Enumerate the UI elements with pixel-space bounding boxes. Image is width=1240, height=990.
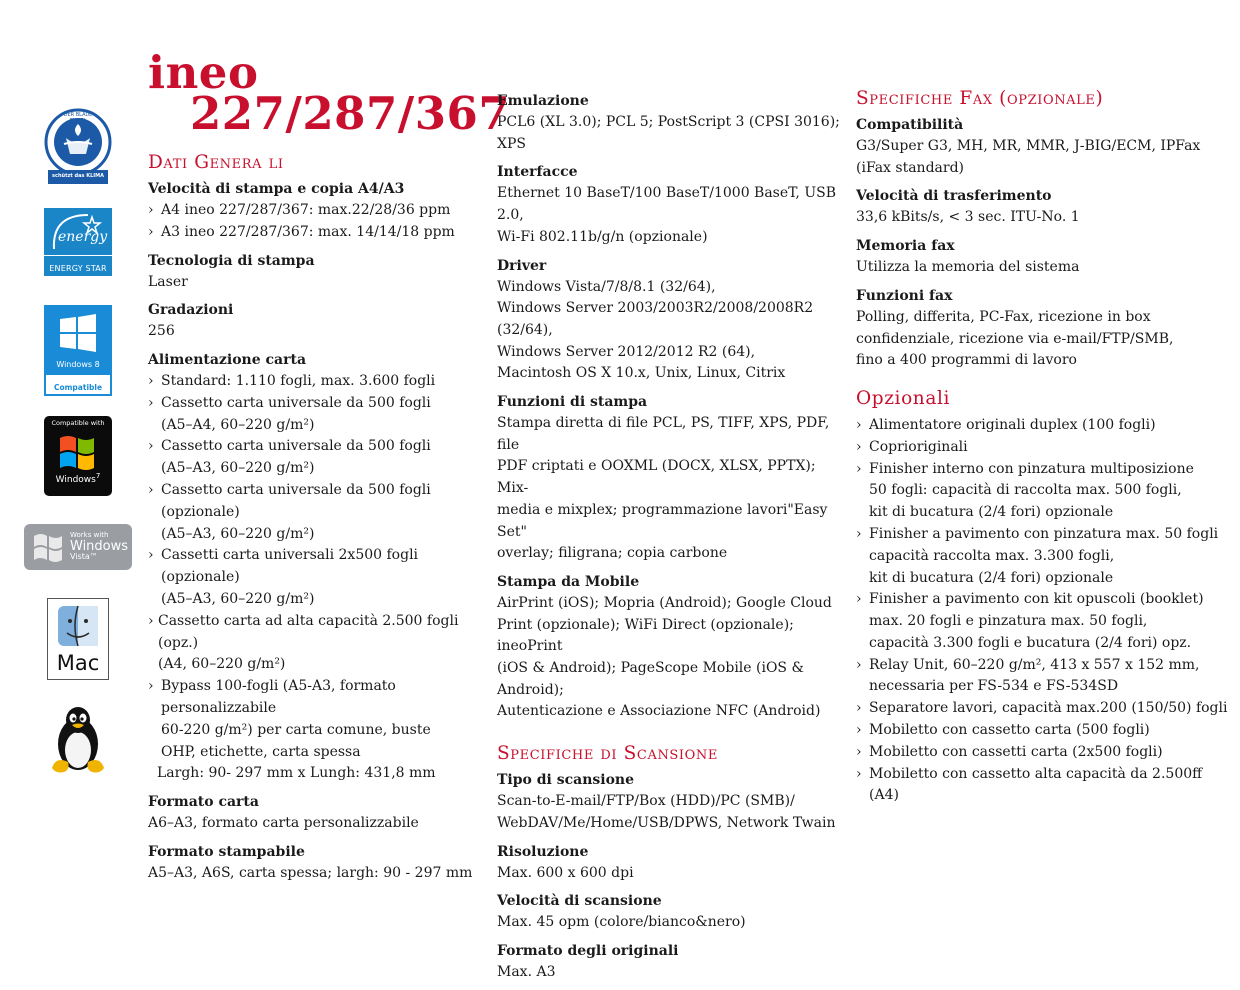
spec-value: Laser	[148, 273, 188, 290]
print-speed-block	[148, 178, 493, 244]
mac-label: Mac	[56, 651, 100, 675]
spec-label: Driver	[497, 257, 547, 274]
spec-label: Velocità di scansione	[497, 893, 662, 910]
energy-star-script: energy	[58, 229, 108, 245]
blue-angel-bottom-text: schützt das KLIMA	[52, 173, 104, 179]
blue-angel-top-text: DER BLAUE ENGEL	[63, 112, 93, 124]
spec-label: Velocità di stampa e copia A4/A3	[148, 181, 405, 197]
spec-value: Stampa diretta di file PCL, PS, TIFF, XPS, PDF, file PDF criptati e OOXML (DOCX, XLSX, PPTX); Mix- media e mixplex; programmazione lavori"Easy Set" overlay; filigrana; copia carbone	[497, 415, 830, 562]
controller-specs-column	[497, 90, 849, 990]
spec-label: Emulazione	[497, 93, 589, 109]
energy-star-label: ENERGY STAR	[49, 264, 107, 273]
windows7-compatible-text: Compatible with	[51, 419, 105, 427]
scan-specs-title: Specifiche di Scansione	[497, 743, 718, 765]
print-functions-block	[497, 391, 849, 565]
product-title	[148, 46, 511, 140]
spec-label: Alimentazione carta	[148, 352, 307, 368]
driver-block	[497, 255, 849, 386]
spec-value: Ethernet 10 BaseT/100 BaseT/1000 BaseT, USB 2.0, Wi-Fi 802.11b/g/n (opzionale)	[497, 185, 837, 245]
spec-value: Max. 600 x 600 dpi	[497, 864, 634, 881]
spec-value: PCL6 (XL 3.0); PCL 5; PostScript 3 (CPSI 3016); XPS	[497, 114, 840, 152]
works-with-vista-logo	[24, 524, 132, 570]
emulation-block	[497, 90, 849, 155]
fax-specs-title: Specifiche Fax (opzionale)	[856, 88, 1104, 109]
options-title: Opzionali	[856, 387, 950, 409]
resolution-block	[497, 841, 849, 885]
spec-label: Formato degli originali	[497, 942, 679, 959]
model-numbers: 227/287/367	[190, 87, 511, 140]
bypass-size-note: Largh: 90- 297 mm x Lungh: 431,8 mm	[157, 765, 436, 782]
list-item: › Finisher interno con pinzatura multiposizione 50 fogli: capacità di raccolta max. 500 fogli, kit di bucatura (2/4 fori) opzionale	[856, 460, 1194, 521]
spec-label: Formato carta	[148, 794, 259, 811]
blue-angel-logo	[44, 108, 112, 186]
windows-flag-icon	[56, 430, 100, 470]
spec-value: Utilizza la memoria del sistema	[856, 259, 1080, 276]
list-item: › Standard: 1.110 fogli, max. 3.600 fogli	[148, 373, 436, 389]
general-specs-column	[148, 152, 493, 891]
windows7-compatible-logo	[44, 416, 112, 496]
spec-label: Tecnologia di stampa	[148, 252, 315, 269]
fax-speed-block	[856, 185, 1228, 229]
list-item: › Relay Unit, 60–220 g/m², 413 x 557 x 152 mm, necessaria per FS-534 e FS-534SD	[856, 656, 1200, 695]
list-item: › Cassetti carta universali 2x500 fogli (opzionale) (A5–A3, 60–220 g/m²)	[148, 547, 419, 607]
windows8-compatible-logo	[44, 305, 112, 392]
spec-value: A5–A3, A6S, carta spessa; largh: 90 - 297 mm	[148, 864, 473, 881]
list-item: › Cassetto carta universale da 500 fogli (A5–A3, 60–220 g/m²)	[148, 438, 431, 477]
vista-windows: Windows	[70, 538, 129, 554]
print-technology-block	[148, 250, 493, 294]
spec-label: Formato stampabile	[148, 843, 305, 860]
list-item: › Mobiletto con cassetto alta capacità da 2.500ff (A4)	[856, 765, 1203, 804]
list-item: › Mobiletto con cassetti carta (2x500 fogli)	[856, 743, 1163, 760]
list-item: › Cassetto carta universale da 500 fogli (opzionale) (A5–A3, 60–220 g/m²)	[148, 481, 431, 542]
spec-label: Memoria fax	[856, 238, 955, 255]
vista-name: Vista™	[70, 552, 98, 562]
gradations-block	[148, 299, 493, 343]
windows8-icon	[58, 313, 98, 353]
list-item: › Alimentatore originali duplex (100 fogli)	[856, 416, 1156, 433]
spec-value: 33,6 kBits/s, < 3 sec. ITU-No. 1	[856, 209, 1080, 226]
mac-finder-icon	[55, 603, 101, 649]
spec-label: Tipo di scansione	[497, 772, 634, 789]
original-format-block	[497, 940, 849, 984]
spec-value: Scan-to-E-mail/FTP/Box (HDD)/PC (SMB)/ WebDAV/Me/Home/USB/DPWS, Network Twain	[497, 793, 836, 831]
fax-options-column	[856, 88, 1228, 807]
windows7-version: 7	[95, 472, 101, 480]
spec-label: Gradazioni	[148, 302, 234, 319]
tux-penguin-icon	[46, 704, 110, 776]
list-item: › Cassetto carta universale da 500 fogli (A5–A4, 60–220 g/m²)	[148, 394, 431, 433]
energy-star-icon	[48, 209, 108, 255]
list-item: › Finisher a pavimento con kit opuscoli (booklet) max. 20 fogli e pinzatura max. 50 fogli, capacità 3.300 fogli e bucatura (2/4 fori) opz.	[856, 591, 1204, 651]
certification-logos	[20, 108, 135, 788]
spec-label: Stampa da Mobile	[497, 573, 640, 590]
fax-functions-block	[856, 285, 1228, 372]
spec-value: Max. A3	[497, 963, 556, 980]
mac-logo	[47, 598, 109, 680]
paper-format-block	[148, 791, 493, 835]
list-item: › Cassetto carta ad alta capacità 2.500 fogli (opz.) (A4, 60–220 g/m²)	[148, 612, 459, 673]
list-item: › Finisher a pavimento con pinzatura max. 50 fogli capacità raccolta max. 3.300 fogli, kit di bucatura (2/4 fori) opzionale	[856, 525, 1219, 586]
spec-label: Velocità di trasferimento	[856, 188, 1052, 205]
spec-label: Funzioni di stampa	[497, 394, 648, 411]
printable-format-block	[148, 841, 493, 885]
vista-works-with: Works with	[70, 531, 109, 540]
windows8-name: Windows 8	[56, 360, 100, 369]
linux-tux-logo	[46, 704, 110, 776]
list-item: › A3 ineo 227/287/367: max. 14/14/18 ppm	[148, 223, 455, 240]
list-item: › Coprioriginali	[856, 438, 968, 455]
energy-star-logo	[44, 208, 112, 276]
spec-value: Polling, differita, PC-Fax, ricezione in box confidenziale, ricezione via e-mail/FTP/SMB, fino a 400 programmi di lavoro	[856, 308, 1174, 369]
general-specs-title: Dati Genera li	[148, 152, 284, 173]
spec-label: Funzioni fax	[856, 287, 953, 304]
vista-flag-icon	[30, 530, 66, 564]
scan-type-block	[497, 769, 849, 834]
brand-name: ineo	[148, 46, 259, 99]
options-list	[856, 415, 1228, 807]
spec-value: AirPrint (iOS); Mopria (Android); Google Cloud Print (opzionale); WiFi Direct (opzionale); ineoPrint (iOS & Android); PageScope Mobile (iOS & Android); Autenticazione e Associazione NFC (Android)	[497, 594, 832, 720]
spec-value: G3/Super G3, MH, MR, MMR, J-BIG/ECM, IPFax (iFax standard)	[856, 138, 1201, 176]
paper-supply-block	[148, 349, 493, 785]
scan-speed-block	[497, 890, 849, 934]
spec-value: A6–A3, formato carta personalizzabile	[148, 815, 419, 832]
windows7-name: Windows	[55, 475, 96, 485]
interfaces-block	[497, 161, 849, 248]
spec-label: Compatibilità	[856, 117, 964, 133]
list-item: › Mobiletto con cassetto carta (500 fogli)	[856, 722, 1150, 739]
spec-label: Interfacce	[497, 164, 578, 181]
list-item: › Separatore lavori, capacità max.200 (150/50) fogli	[856, 700, 1228, 717]
spec-value: Max. 45 opm (colore/bianco&nero)	[497, 914, 746, 931]
spec-value: 256	[148, 323, 175, 340]
list-item: › Bypass 100-fogli (A5-A3, formato personalizzabile 60-220 g/m²) per carta comune, buste OHP, etichette, carta spessa	[148, 678, 431, 760]
fax-compatibility-block	[856, 114, 1228, 179]
mobile-print-block	[497, 571, 849, 723]
spec-label: Risoluzione	[497, 843, 589, 860]
windows8-compatible-badge: Compatible	[53, 383, 103, 392]
spec-value: Windows Vista/7/8/8.1 (32/64), Windows Server 2003/2003R2/2008/2008R2 (32/64), Windows Server 2012/2012 R2 (64), Macintosh OS X 10.x, Unix, Linux, Citrix	[497, 278, 814, 382]
list-item: › A4 ineo 227/287/367: max.22/28/36 ppm	[148, 202, 451, 218]
fax-memory-block	[856, 235, 1228, 279]
